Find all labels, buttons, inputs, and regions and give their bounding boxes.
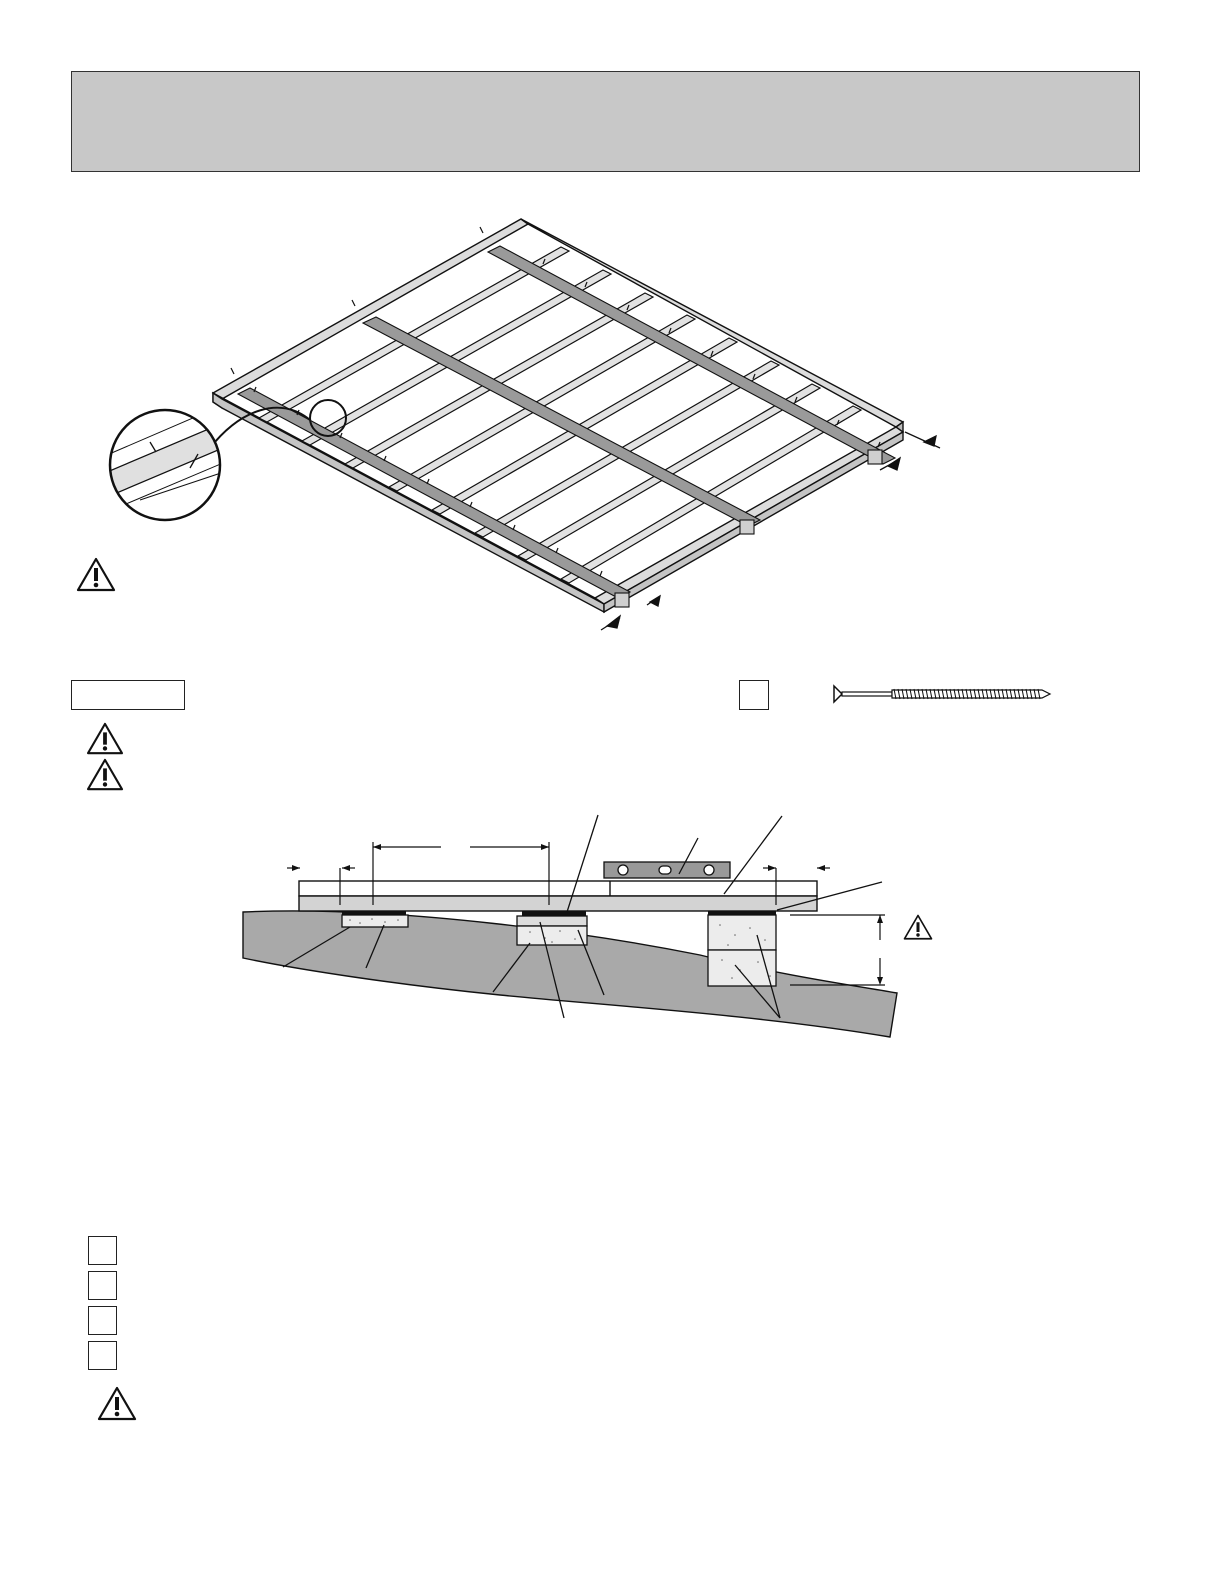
checklist-box[interactable] <box>88 1306 117 1335</box>
warning-icon <box>97 1386 137 1427</box>
warning-icon <box>903 914 933 946</box>
checklist-box[interactable] <box>88 1341 117 1370</box>
checklist-box[interactable] <box>88 1236 117 1265</box>
beam-board <box>299 881 817 911</box>
level-tool <box>604 862 730 878</box>
checklist-box[interactable] <box>88 1271 117 1300</box>
